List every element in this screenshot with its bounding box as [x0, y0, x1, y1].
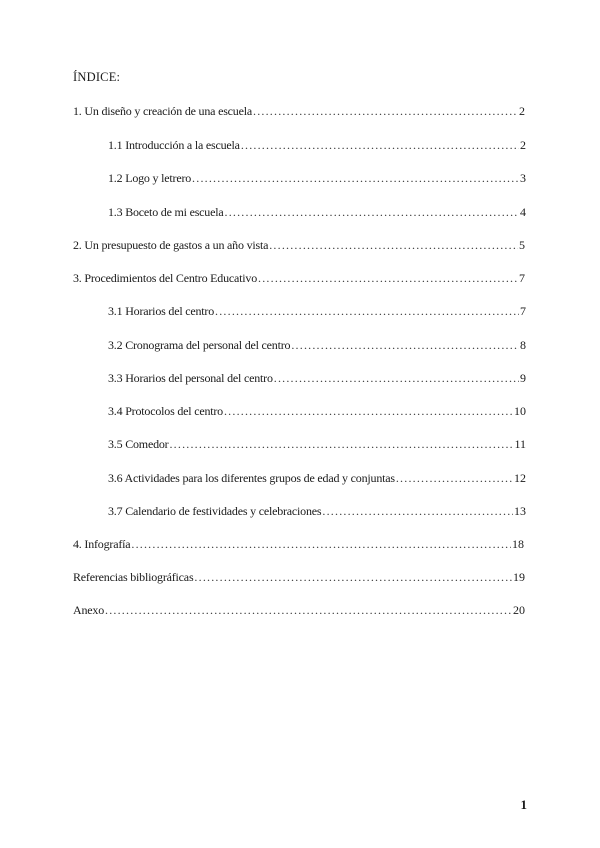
toc-entry-title: 4. Infografía [73, 537, 131, 551]
toc-entry-title: 2. Un presupuesto de gastos a un año vista [73, 238, 269, 252]
toc-dot-leader [322, 503, 513, 519]
toc-entry[interactable] [108, 403, 526, 419]
toc-entry-title: 1.1 Introducción a la escuela [108, 138, 240, 152]
toc-entry-title: 1. Un diseño y creación de una escuela [73, 104, 252, 118]
toc-entry[interactable] [73, 237, 525, 253]
toc-entry[interactable] [108, 170, 526, 186]
toc-dot-leader [224, 403, 513, 419]
page-number: 1 [520, 797, 527, 812]
toc-dot-leader [241, 137, 519, 153]
toc-entry-title: Referencias bibliográficas [73, 570, 194, 584]
toc-dot-leader [258, 270, 518, 286]
toc-entry[interactable] [108, 137, 526, 153]
toc-entry-page: 10 [514, 404, 526, 418]
toc-entry-page: 9 [520, 371, 526, 385]
toc-dot-leader [253, 103, 518, 119]
toc-dot-leader [194, 569, 512, 585]
toc-dot-leader [169, 436, 513, 452]
toc-entry[interactable] [73, 270, 525, 286]
toc-entry-page: 8 [520, 338, 526, 352]
toc-entry-title: 3. Procedimientos del Centro Educativo [73, 271, 258, 285]
toc-entry[interactable] [108, 436, 526, 452]
toc-entry-page: 19 [513, 570, 525, 584]
toc-entry[interactable] [73, 602, 525, 618]
toc-heading: ÍNDICE: [73, 70, 121, 84]
toc-entry-title: 3.1 Horarios del centro [108, 304, 215, 318]
toc-entry-page: 2 [520, 138, 526, 152]
toc-entry[interactable] [108, 470, 526, 486]
toc-dot-leader [131, 536, 511, 552]
toc-entry-page: 3 [520, 171, 526, 185]
toc-entry-title: 3.5 Comedor [108, 437, 169, 451]
toc-entry-page: 7 [520, 304, 526, 318]
toc-entry-title: 3.3 Horarios del personal del centro [108, 371, 273, 385]
toc-entry[interactable] [73, 103, 525, 119]
toc-entry[interactable] [73, 536, 524, 552]
toc-entry-title: 3.4 Protocolos del centro [108, 404, 223, 418]
toc-entry[interactable] [108, 503, 526, 519]
toc-entry-title: 3.6 Actividades para los diferentes grupos de edad y conjuntas [108, 471, 395, 485]
toc-entry[interactable] [73, 569, 525, 585]
toc-entry-title: 1.3 Boceto de mi escuela [108, 205, 224, 219]
toc-entry-page: 18 [512, 537, 524, 551]
toc-entry-page: 7 [519, 271, 525, 285]
toc-dot-leader [291, 337, 519, 353]
toc-entry[interactable] [108, 337, 526, 353]
toc-entry[interactable] [108, 370, 526, 386]
toc-entry-page: 5 [519, 238, 525, 252]
toc-entry[interactable] [108, 303, 526, 319]
toc-entry-page: 13 [514, 504, 526, 518]
toc-entry-title: Anexo [73, 603, 104, 617]
toc-entry-title: 3.2 Cronograma del personal del centro [108, 338, 291, 352]
toc-dot-leader [274, 370, 519, 386]
toc-entry-page: 4 [520, 205, 526, 219]
toc-dot-leader [225, 204, 520, 220]
toc-entry-page: 20 [513, 603, 525, 617]
toc-entry-title: 3.7 Calendario de festividades y celebraciones [108, 504, 322, 518]
toc-dot-leader [192, 170, 519, 186]
toc-dot-leader [215, 303, 519, 319]
toc-entry-page: 2 [519, 104, 525, 118]
toc-entry-page: 12 [514, 471, 526, 485]
toc-entry-title: 1.2 Logo y letrero [108, 171, 192, 185]
toc-entry-page: 11 [514, 437, 526, 451]
toc-dot-leader [105, 602, 512, 618]
toc-dot-leader [269, 237, 518, 253]
toc-dot-leader [396, 470, 513, 486]
toc-entry[interactable] [108, 204, 526, 220]
